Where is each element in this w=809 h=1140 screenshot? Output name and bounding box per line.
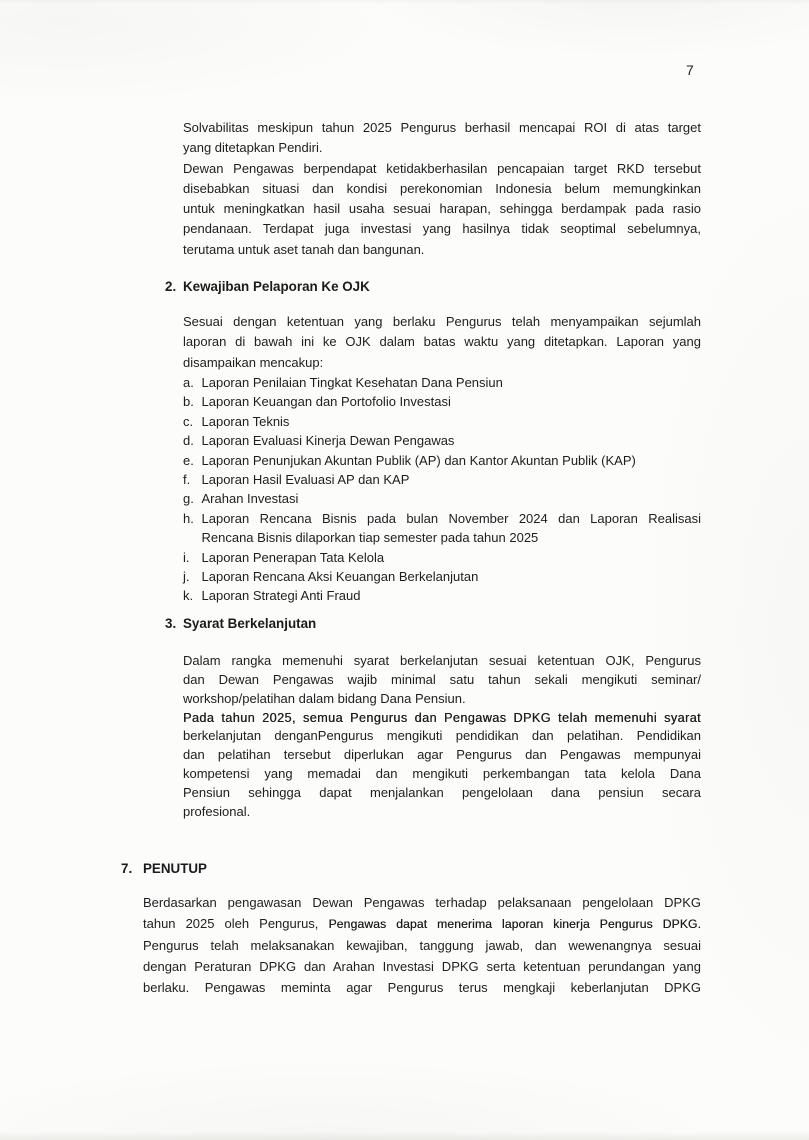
list-item-text [202,392,702,411]
text-line [143,913,701,935]
text-line [143,935,701,956]
text-line [183,199,701,219]
text-segment: Dalam rangka memenuhi syarat berkelanjutan sesuai ketentuan OJK, Pengurus [183,652,701,668]
list-marker: i. [183,549,190,565]
text-line [202,431,702,450]
text-line [202,470,702,489]
text-line [183,179,701,199]
text-segment: Laporan Rencana Aksi Keuangan Berkelanjutan [201,569,479,585]
text-segment: untuk meningkatkan hasil usaha sesuai harapan, sehingga berdampak pada rasio [183,201,701,217]
text-line [183,765,701,784]
list-item [183,431,701,450]
text-line [202,489,702,508]
text-segment: Laporan Teknis [201,413,290,429]
page-content [121,118,701,998]
text-line [183,803,701,822]
text-line [183,312,701,332]
text-line [183,671,701,690]
text-segment: profesional. [183,804,251,820]
section-title: PENUTUP [143,861,207,876]
list-item-text [202,451,702,470]
section-number: 7. [121,861,133,876]
text-line [183,219,701,239]
section-number: 2. [165,279,177,295]
list-marker: e. [183,452,194,468]
list-item-text [202,509,702,548]
list-item [183,548,701,567]
text-line [183,746,701,765]
text-line [183,159,701,179]
text-segment: dengan Peraturan DPKG dan Arahan Investasi DPKG serta ketentuan perundangan yang [143,959,701,974]
intro-paragraph-1 [183,118,701,159]
text-segment: Laporan Penerapan Tata Kelola [201,549,385,565]
text-line [202,567,702,586]
text-segment: Laporan Rencana Bisnis pada bulan November 2024 dan Laporan Realisasi [201,510,701,526]
section-number: 3. [165,615,177,631]
text-segment: Pada tahun 2025, semua Pengurus dan Pengawas DPKG telah memenuhi syarat [183,710,701,725]
text-segment: Dewan Pengawas berpendapat ketidakberhasilan pencapaian target RKD tersebut [183,160,701,176]
text-line [202,509,702,528]
text-line [202,412,702,431]
text-segment: kompetensi yang memadai dan mengikuti perkembangan tata kelola Dana [183,766,701,782]
text-segment: Laporan Keuangan dan Portofolio Investasi [201,394,451,410]
list-item-text [202,586,702,605]
text-segment: Sesuai dengan ketentuan yang berlaku Pengurus telah menyampaikan sejumlah [183,314,701,330]
section-title: Syarat Berkelanjutan [183,615,317,631]
text-segment: disebabkan situasi dan kondisi perekonomian Indonesia belum memungkinkan [183,180,701,196]
list-marker: h. [183,510,194,526]
list-marker: a. [183,374,194,390]
text-line [183,332,701,352]
list-item [183,489,701,508]
text-line [183,709,701,728]
text-line [202,548,702,567]
text-line [202,392,702,411]
sustainability-paragraph-1 [183,652,701,709]
text-segment: yang ditetapkan Pendiri. [183,140,323,156]
section-heading-reporting [165,277,701,297]
text-segment: Laporan Penunjukan Akuntan Publik (AP) dan Kantor Akuntan Publik (KAP) [201,452,636,468]
list-item [183,412,701,431]
closing-paragraph [143,892,701,998]
text-segment: berkelanjutan denganPengurus mengikuti pendidikan dan pelatihan. Pendidikan [183,728,701,744]
text-line [202,528,702,547]
text-segment: Pengurus telah melaksanakan kewajiban, tanggung jawab, dan wewenangnya sesuai [143,938,701,953]
list-item [183,470,701,489]
text-segment: Laporan Strategi Anti Fraud [201,588,361,604]
intro-paragraph-2 [183,159,701,260]
text-segment: Laporan Evaluasi Kinerja Dewan Pengawas [201,433,455,449]
list-item [183,509,701,548]
text-line [183,727,701,746]
text-segment: Arahan Investasi [201,491,299,507]
text-line [183,690,701,709]
text-segment: disampaikan mencakup: [183,354,324,370]
text-line [202,373,702,392]
text-line [183,138,701,158]
text-segment: laporan di bawah ini ke OJK dalam batas waktu yang ditetapkan. Laporan yang [183,334,701,350]
section-heading-closing [121,859,701,879]
text-segment: terutama untuk aset tanah dan bangunan. [183,241,425,257]
list-item [183,373,701,392]
list-item [183,392,701,411]
text-segment: Rencana Bisnis dilaporkan tiap semester pada tahun 2025 [201,530,539,546]
text-segment: workshop/pelatihan dalam bidang Dana Pensiun. [183,690,466,706]
reporting-intro-paragraph [183,312,701,373]
text-line [202,586,702,605]
list-item [183,586,701,605]
text-segment: Laporan Hasil Evaluasi AP dan KAP [201,472,410,487]
sustainability-paragraph-2 [183,709,701,822]
list-item-text [202,470,702,489]
text-segment: Pengawas dapat menerima laporan kinerja Pengurus DPKG. [328,917,701,931]
list-marker: d. [183,433,194,449]
text-line [183,240,701,260]
text-line [183,652,701,671]
list-item-text [202,373,702,392]
text-line [143,977,701,998]
text-segment: Laporan Penilaian Tingkat Kesehatan Dana Pensiun [201,374,503,390]
text-line [202,451,702,470]
list-marker: j. [183,569,190,585]
list-item-text [202,548,702,567]
text-segment: pendanaan. Terdapat juga investasi yang hasilnya tidak seoptimal sebelumnya, [183,221,701,237]
text-segment: Solvabilitas meskipun tahun 2025 Pengurus berhasil mencapai ROI di atas target [183,120,701,135]
list-item-text [202,431,702,450]
text-line [183,118,701,138]
list-item-text [202,567,702,586]
text-segment: tahun 2025 oleh Pengurus, [143,916,329,931]
page-number: 7 [686,62,694,78]
list-marker: c. [183,413,194,429]
text-line [143,892,701,913]
text-line [143,956,701,977]
reporting-list [183,373,701,606]
list-item-text [202,412,702,431]
text-segment: dan pelatihan tersebut diperlukan agar Pengurus dan Pengawas mempunyai [183,747,701,763]
text-segment: Pensiun sehingga dapat menjalankan pengelolaan dana pensiun secara [183,785,701,801]
list-item [183,567,701,586]
list-marker: g. [183,491,194,507]
list-marker: b. [183,394,194,410]
text-line [183,784,701,803]
list-marker: k. [183,588,194,604]
text-segment: dan Dewan Pengawas wajib minimal satu tahun sekali mengikuti seminar/ [183,671,701,687]
list-item [183,451,701,470]
text-segment: Berdasarkan pengawasan Dewan Pengawas terhadap pelaksanaan pengelolaan DPKG [143,895,701,910]
list-item-text [202,489,702,508]
section-title: Kewajiban Pelaporan Ke OJK [183,279,370,295]
list-marker: f. [183,472,191,487]
text-line [183,353,701,373]
text-segment: berlaku. Pengawas meminta agar Pengurus terus mengkaji keberlanjutan DPKG [143,980,701,995]
section-heading-sustainability [165,614,701,634]
